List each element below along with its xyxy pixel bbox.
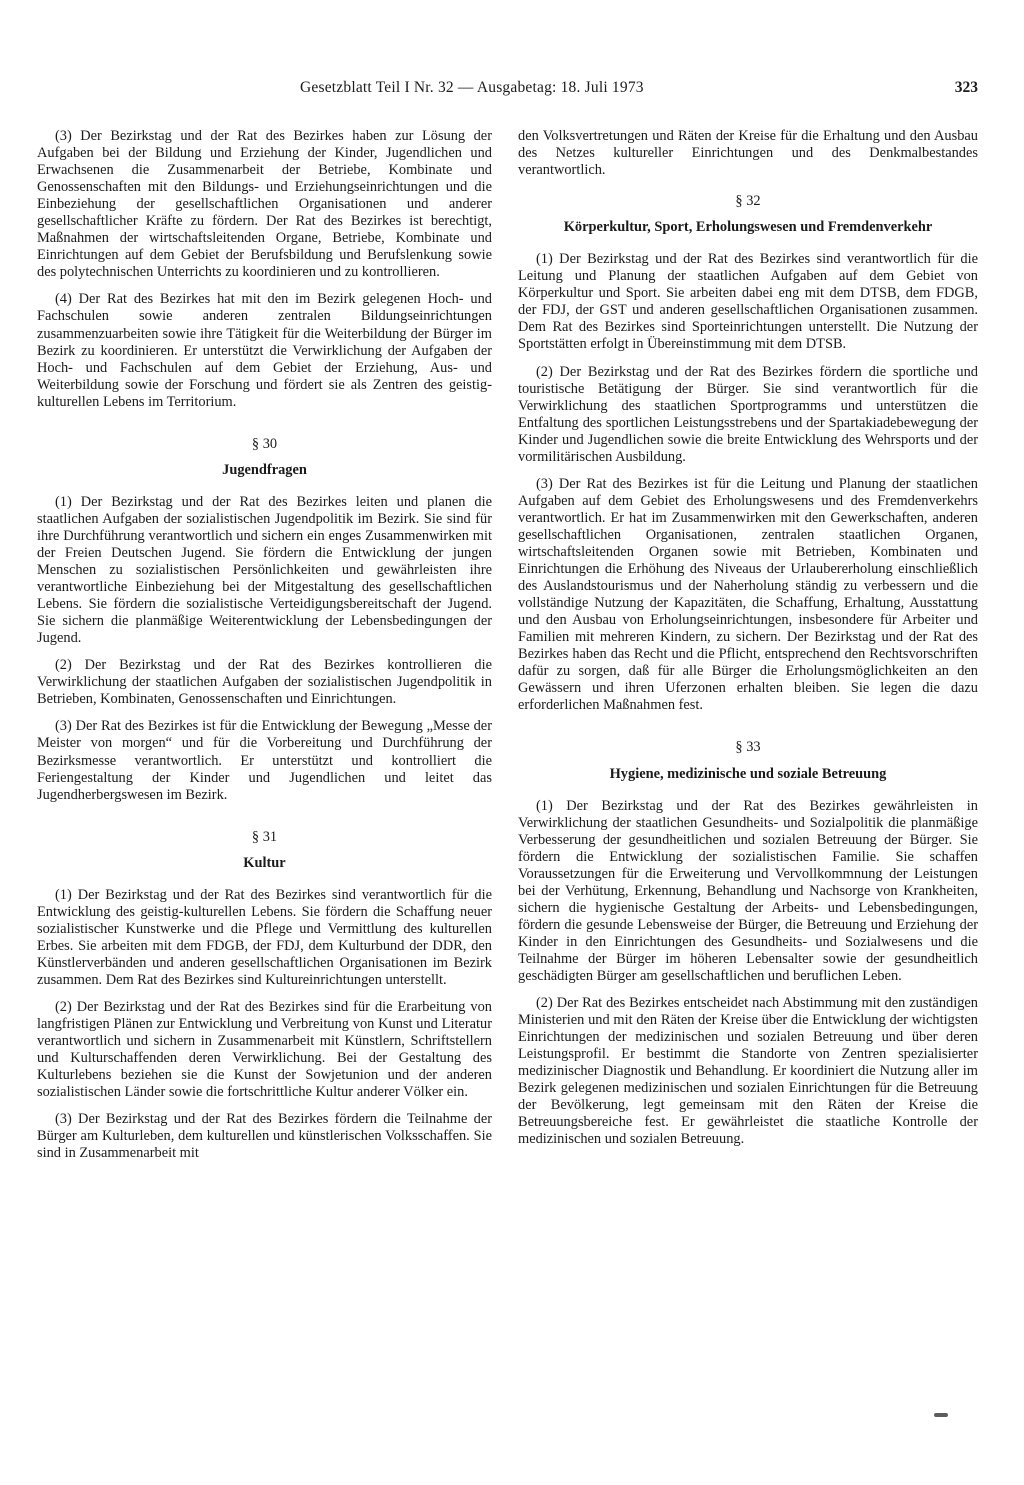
paragraph-32-3: (3) Der Rat des Bezirkes ist für die Leitung und Planung der staatlichen Aufgaben auf dem Gebiet des Erholungswesens und des Fremdenverkehrs verantwortlich. Er hat im Zusammenwirken mit den Gewerkschaften, anderen gesellschaftlichen Organisationen, zentralen staatlichen Organen, wirtschaftsleitenden Organen sowie mit Betrieben, Kombinaten und Einrichtungen die Erhöhung des Niveaus der Urlaubererholung einschließlich des Auslandstourismus und der Naherholung ständig zu verbessern und die vollständige Nutzung der Kapazitäten, die Schaffung, Erhaltung, Ausstattung und den Ausbau von Erholungseinrichtungen, insbesondere für Arbeiter und Familien mit mehreren Kindern, zu sichern. Der Bezirkstag und der Rat des Bezirkes haben das Recht und die Pflicht, entsprechend den Rechtsvorschriften dafür zu sorgen, daß für alle Bürger die Erholungsmöglichkeiten an den Gewässern und ihren Uferzonen erhalten bleiben. Sie legen die dazu erforderlichen Maßnahmen fest. [518,475,978,714]
right-column [518,128,978,1148]
section-32-title: Körperkultur, Sport, Erholungswesen und Fremdenverkehr [563,219,933,236]
left-column [37,128,492,1162]
paragraph-33-2: (2) Der Rat des Bezirkes entscheidet nach Abstimmung mit den zuständigen Ministerien und mit den Räten der Kreise über die Entwicklung der wichtigsten Einrichtungen der medizinischen und sozialen Betreuung und über deren Leistungsprofil. Er bestimmt die Standorte von Zentren spezialisierter medizinischer Diagnostik und Behandlung. Er koordiniert die Nutzung aller im Bezirk gelegenen medizinischen und sozialen Einrichtungen für die Betreuung der Bevölkerung, legt gemeinsam mit den Räten der Kreise die Betreuungsbereiche fest. Er gewährleistet die staatliche Kontrolle der medizinischen und sozialen Betreuung. [518,995,978,1148]
section-32-number: § 32 [735,193,761,210]
paragraph-32-1: (1) Der Bezirkstag und der Rat des Bezirkes sind verantwortlich für die Leitung und Planung der staatlichen Aufgaben auf dem Gebiet von Körperkultur und Sport. Sie arbeiten dabei eng mit dem DTSB, dem FDGB, der FDJ, der GST und anderen gesellschaftlichen Organisationen zusammen. Dem Rat des Bezirkes sind Sporteinrichtungen unterstellt. Die Nutzung der Sportstätten erfolgt in Übereinstimmung mit dem DTSB. [518,251,978,353]
paragraph-32-2: (2) Der Bezirkstag und der Rat des Bezirkes fördern die sportliche und touristische Betätigung der Bürger. Sie sind verantwortlich für die Verwirklichung des staatlichen Sportprogramms und unterstützen die Entfaltung des sportlichen Leistungsstrebens und der Spartakiadebewegung der Kinder und Jugendlichen sowie die breite Entwicklung des Wehrsports und der vormilitärischen Ausbildung. [518,363,978,465]
paragraph-31-1: (1) Der Bezirkstag und der Rat des Bezirkes sind verantwortlich für die Entwicklung des geistig-kulturellen Lebens. Sie fördern die Schaffung neuer sozialistischer Kunstwerke und die Pflege und Vermittlung des kulturellen Erbes. Sie arbeiten mit dem FDGB, der FDJ, dem Kulturbund der DDR, den Künstlerverbänden und anderen gesellschaftlichen Organisationen im Bezirk zusammen. Dem Rat des Bezirkes sind Kultureinrichtungen unterstellt. [37,886,492,988]
section-33-number: § 33 [735,739,761,756]
paragraph-30-1: (1) Der Bezirkstag und der Rat des Bezirkes leiten und planen die staatlichen Aufgaben der sozialistischen Jugendpolitik im Bezirk. Sie sind für ihre Durchführung verantwortlich und sichern ein enges Zusammenwirken mit der Freien Deutschen Jugend. Sie fördern die Entwicklung der jungen Menschen zu sozialistischen Persönlichkeiten und gewährleisten ihre verantwortliche Einbeziehung bei der Mitgestaltung des gesellschaftlichen Lebens. Sie fördern die sozialistische Verteidigungsbereitschaft der Jugend. Sie sichern die planmäßige Weiterentwicklung der Lebensbedingungen der Jugend. [37,493,492,647]
paragraph-31-2: (2) Der Bezirkstag und der Rat des Bezirkes sind für die Erarbeitung von langfristigen Plänen zur Entwicklung und Verbreitung von Kunst und Literatur verantwortlich und sichern in Zusammenarbeit mit Künstlern, Schriftstellern und Kulturschaffenden deren Verwirklichung. Bei der Gestaltung des Kulturlebens beziehen sie die Kunst der Sowjetunion und der anderen sozialistischen Länder sowie die fortschrittliche Kultur anderer Völker ein. [37,999,492,1101]
paragraph-30-2: (2) Der Bezirkstag und der Rat des Bezirkes kontrollieren die Verwirklichung der staatlichen Aufgaben der sozialistischen Jugendpolitik in Betrieben, Kombinaten, Genossenschaften und Einrichtungen. [37,657,492,708]
paragraph-30-3: (3) Der Rat des Bezirkes ist für die Entwicklung der Bewegung „Messe der Meister von morgen“ und für die Vorbereitung und Durchführung der Bezirksmesse verantwortlich. Er unterstützt und kontrolliert die Feriengestaltung der Kinder und Jugendlichen und leitet das Jugendherbergswesen im Bezirk. [37,718,492,803]
section-31-number: § 31 [251,828,278,845]
page-number: 323 [954,79,978,96]
paragraph-29-4: (4) Der Rat des Bezirkes hat mit den im Bezirk gelegenen Hoch- und Fachschulen sowie anderen zentralen Bildungseinrichtungen zusammenzuarbeiten sowie ihre Tätigkeit für die Weiterbildung der Bürger im Bezirk zu koordinieren. Er unterstützt die Verwirklichung der Aufgaben der Hoch- und Fachschulen auf dem Gebiet der Erziehung, Aus- und Weiterbildung sowie der Forschung und fördert sie als Zentren des geistig-kulturellen Lebens im Territorium. [37,291,492,410]
section-31-title: Kultur [243,854,286,871]
section-30-number: § 30 [251,435,278,452]
paragraph-31-3: (3) Der Bezirkstag und der Rat des Bezirkes fördern die Teilnahme der Bürger am Kulturleben, dem kulturellen und künstlerischen Volksschaffen. Sie sind in Zusammenarbeit mit [37,1111,492,1162]
print-smudge-mark [934,1413,948,1417]
header-title: Gesetzblatt Teil I Nr. 32 — Ausgabetag: 18. Juli 1973 [300,79,644,96]
paragraph-31-3-continued: den Volksvertretungen und Räten der Kreise für die Erhaltung und den Ausbau des Netzes kultureller Einrichtungen und des Denkmalbestandes verantwortlich. [518,128,978,179]
page-header [300,79,990,101]
paragraph-29-3: (3) Der Bezirkstag und der Rat des Bezirkes haben zur Lösung der Aufgaben bei der Bildung und Erziehung der Kinder, Jugendlichen und Erwachsenen die Zusammenarbeit der Betriebe, Kombinate und Genossenschaften mit den Bildungs- und Erziehungseinrichtungen und die Einbeziehung der gesellschaftlichen Organisationen und anderer gesellschaftlicher Kräfte zu fördern. Der Rat des Bezirkes ist berechtigt, Maßnahmen der wirtschaftsleitenden Organe, Betriebe, Kombinate und Einrichtungen auf dem Gebiet der Berufsbildung und Berufslenkung sowie des polytechnischen Unterrichts zu koordinieren und zu kontrollieren. [37,128,492,281]
section-33-title: Hygiene, medizinische und soziale Betreuung [609,765,887,782]
section-30-title: Jugendfragen [222,461,307,478]
paragraph-33-1: (1) Der Bezirkstag und der Rat des Bezirkes gewährleisten in Verwirklichung der staatlichen Gesundheits- und Sozialpolitik die planmäßige Verbesserung der gesundheitlichen und sozialen Betreuung der Bürger. Sie fördern die Entwicklung der sozialistischen Familie. Sie schaffen Voraussetzungen für die Erweiterung und Vervollkommnung der Leistungen bei der Verhütung, Erkennung, Behandlung und Nachsorge von Krankheiten, sichern die hygienische Gestaltung der Arbeits- und Lebensbedingungen, fördern die gesunde Lebensweise der Bürger, die Betreuung und Erziehung der Kinder in den Einrichtungen des Gesundheits- und Sozialwesens und die Teilnahme der Bürger im höheren Lebensalter sowie der gesundheitlich geschädigten Bürger am gesellschaftlichen und beruflichen Leben. [518,797,978,985]
